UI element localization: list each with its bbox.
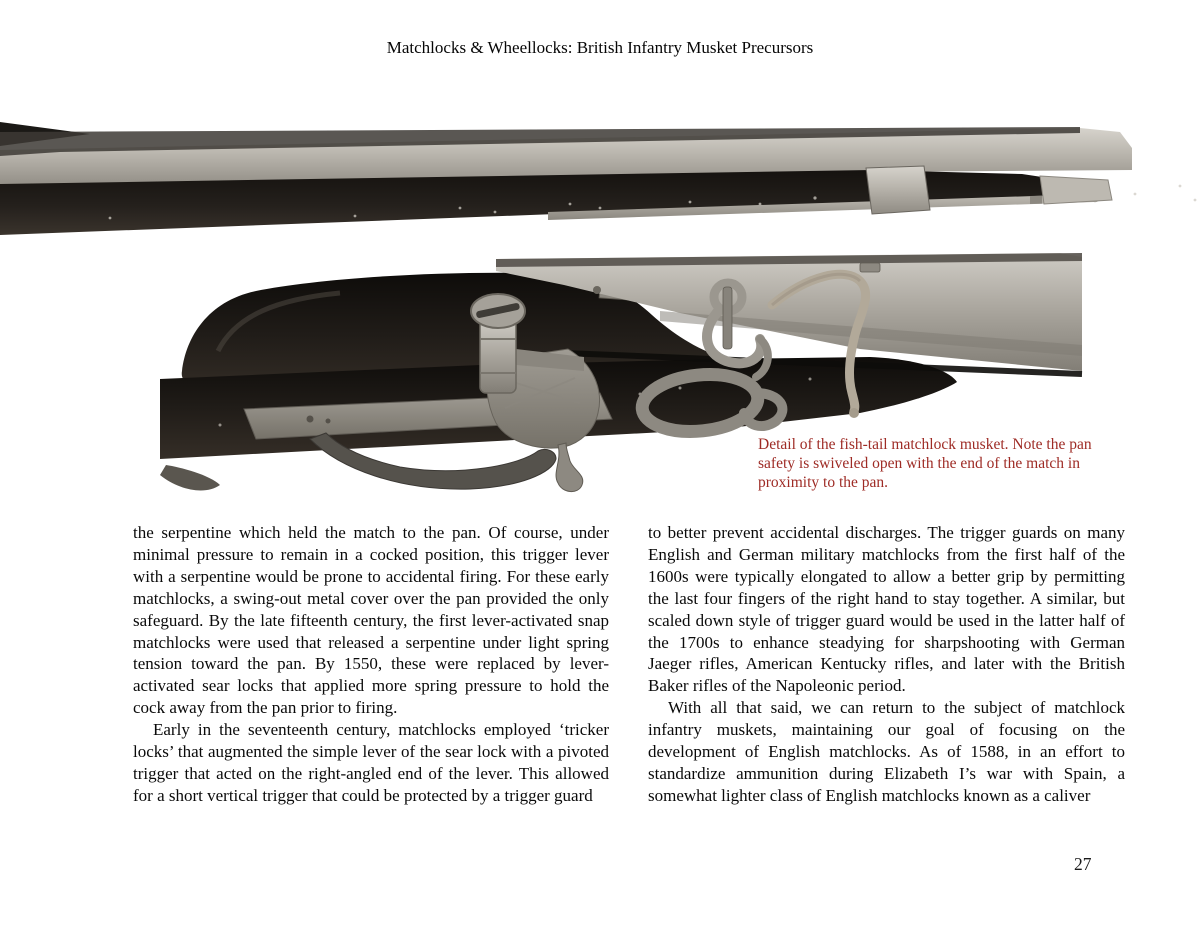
- figure-caption: Detail of the fish-tail matchlock musket. Note the pan safety is swiveled open with the end of the match in proximity to the pan.: [758, 436, 1092, 491]
- body-column-right: [648, 522, 1125, 807]
- trigger-pendant: [556, 443, 583, 492]
- muzzle-nose-cap: [1040, 176, 1112, 204]
- barrel-band: [866, 166, 930, 214]
- paragraph: the serpentine which held the match to the pan. Of course, under minimal pressure to remain in a cocked position, this trigger lever with a serpentine would be prone to accidental firing. For these early matchlocks, a swing-out metal cover over the pan provided the only safeguard. By the late fifteenth century, the first lever-activated snap matchlocks were used that released a serpentine under light spring tension toward the pan. By 1550, these were replaced by lever-activated sear locks that applied more spring pressure to hold the cock away from the pan prior to firing.: [133, 523, 609, 718]
- paragraph: Early in the seventeenth century, matchlocks employed ‘tricker locks’ that augmented the simple lever of the sear lock with a pivoted trigger that acted on the right-angled end of the lever. This allowed for a short vertical trigger that could be protected by a trigger guard: [133, 720, 609, 805]
- paragraph: to better prevent accidental discharges. The trigger guards on many English and German military matchlocks from the first half of the 1600s were typically elongated to allow a better grip by permitting the last four fingers of the right hand to stay together. A similar, but scaled down style of trigger guard would be used in the latter half of the 1700s to enhance steadying for sharpshooting with German Jaeger rifles, American Kentucky rifles, and later with the British Baker rifles of the Napoleonic period.: [648, 523, 1125, 696]
- page-number: 27: [1074, 854, 1092, 874]
- full-musket-photo: [0, 120, 1200, 245]
- body-column-left: [133, 522, 609, 807]
- paragraph: With all that said, we can return to the subject of matchlock infantry muskets, maintaining our goal of focusing on the development of English matchlocks. As of 1588, in an effort to standardize ammunition during Elizabeth I’s war with Spain, a somewhat lighter class of English matchlocks known as a caliver: [648, 698, 1125, 805]
- page-title: Matchlocks & Wheellocks: British Infantry Musket Precursors: [386, 38, 814, 57]
